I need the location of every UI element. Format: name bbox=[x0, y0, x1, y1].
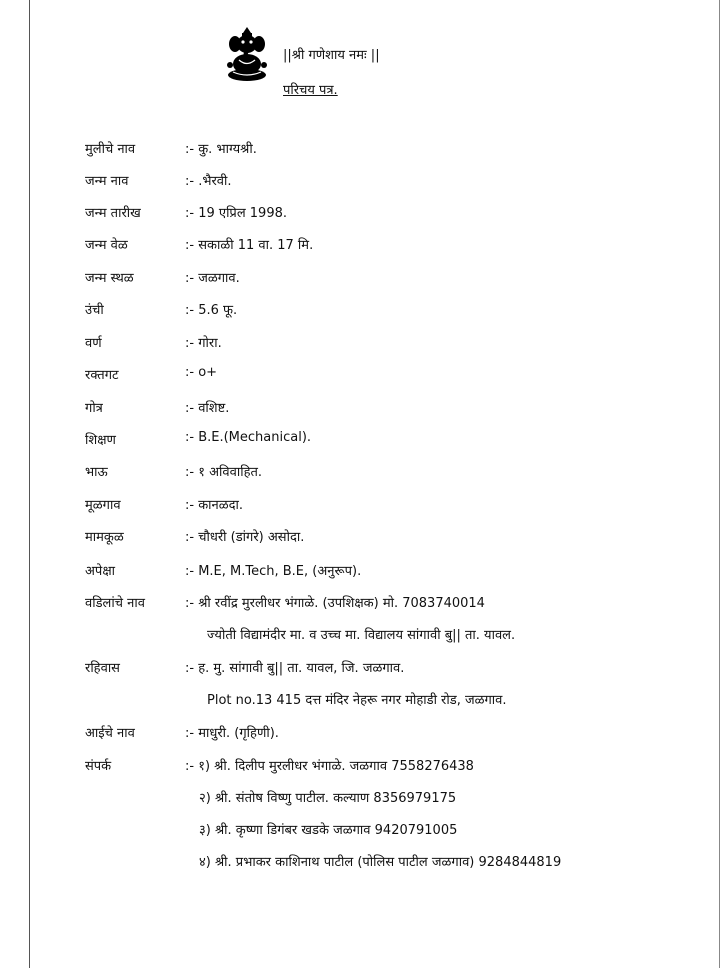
field-row-contact bbox=[0, 756, 720, 776]
field-value: :- 5.6 फू. bbox=[185, 303, 238, 318]
field-row-height bbox=[0, 300, 720, 320]
field-value: :- .भैरवी. bbox=[185, 174, 232, 189]
field-value: :- कानळदा. bbox=[185, 498, 244, 513]
residence-address-line: Plot no.13 415 दत्त मंदिर नेहरू नगर मोहाडी रोड, जळगाव. bbox=[207, 693, 507, 708]
field-value: :- सकाळी 11 वा. 17 मि. bbox=[185, 238, 314, 253]
field-row-brother bbox=[0, 462, 720, 482]
field-label: आईचे नाव bbox=[85, 726, 135, 741]
field-label: मुलीचे नाव bbox=[85, 142, 136, 157]
field-value: :- वशिष्ट. bbox=[185, 401, 230, 416]
field-value: :- श्री रवींद्र मुरलीधर भंगाळे. (उपशिक्षक) मो. 7083740014 bbox=[185, 596, 485, 611]
field-value: :- o+ bbox=[185, 365, 218, 380]
field-row-birth-date bbox=[0, 203, 720, 223]
field-row-name bbox=[0, 139, 720, 159]
field-label: जन्म तारीख bbox=[85, 206, 141, 221]
field-value: :- गोरा. bbox=[185, 336, 222, 351]
field-label: रक्तगट bbox=[85, 368, 119, 383]
field-value: :- जळगाव. bbox=[185, 271, 240, 286]
field-row-father-name bbox=[0, 593, 720, 613]
field-value: :- माधुरी. (गृहिणी). bbox=[185, 726, 279, 741]
field-value: :- B.E.(Mechanical). bbox=[185, 430, 312, 445]
field-row-residence bbox=[0, 658, 720, 678]
field-row-birth-name bbox=[0, 171, 720, 191]
field-row-birth-time bbox=[0, 235, 720, 255]
field-row-complexion bbox=[0, 333, 720, 353]
field-label: भाऊ bbox=[85, 465, 108, 480]
field-label: मामकूळ bbox=[85, 530, 124, 545]
field-row-mother-name bbox=[0, 723, 720, 743]
field-row-expectation bbox=[0, 561, 720, 581]
field-label: मूळगाव bbox=[85, 498, 121, 513]
field-value: :- ह. मु. सांगावी बु|| ता. यावल, जि. जळगाव. bbox=[185, 661, 405, 676]
field-label: गोत्र bbox=[85, 401, 103, 416]
document-title: परिचय पत्र. bbox=[283, 83, 338, 98]
field-label: शिक्षण bbox=[85, 433, 116, 448]
contact-line-2: २) श्री. संतोष विष्णु पाटील. कल्याण 8356979175 bbox=[199, 791, 457, 806]
field-row-native-place bbox=[0, 495, 720, 515]
contact-line-4: ४) श्री. प्रभाकर काशिनाथ पाटील (पोलिस पाटील जळगाव) 9284844819 bbox=[199, 855, 562, 870]
field-label: संपर्क bbox=[85, 759, 112, 774]
father-workplace-line: ज्योती विद्यामंदीर मा. व उच्च मा. विद्यालय सांगावी बु|| ता. यावल. bbox=[207, 628, 516, 643]
ganesha-logo-icon bbox=[225, 27, 269, 81]
field-label: उंची bbox=[85, 303, 104, 318]
field-row-education bbox=[0, 430, 720, 450]
field-value: :- चौधरी (डांगरे) असोदा. bbox=[185, 530, 305, 545]
field-value: :- १) श्री. दिलीप मुरलीधर भंगाळे. जळगाव 7558276438 bbox=[185, 759, 474, 774]
field-value: :- 19 एप्रिल 1998. bbox=[185, 206, 287, 221]
field-label: जन्म स्थळ bbox=[85, 271, 134, 286]
field-row-birth-place bbox=[0, 268, 720, 288]
field-row-maternal-family bbox=[0, 527, 720, 547]
field-row-blood-group bbox=[0, 365, 720, 385]
invocation-text: ||श्री गणेशाय नमः || bbox=[283, 48, 380, 63]
field-value: :- कु. भाग्यश्री. bbox=[185, 142, 257, 157]
field-label: जन्म वेळ bbox=[85, 238, 128, 253]
field-value: :- M.E, M.Tech, B.E, (अनुरूप). bbox=[185, 564, 362, 579]
field-label: जन्म नाव bbox=[85, 174, 129, 189]
field-label: वडिलांचे नाव bbox=[85, 596, 145, 611]
field-row-gotra bbox=[0, 398, 720, 418]
contact-line-3: ३) श्री. कृष्णा डिगंबर खडके जळगाव 9420791005 bbox=[199, 823, 458, 838]
field-label: रहिवास bbox=[85, 661, 120, 676]
field-label: अपेक्षा bbox=[85, 564, 116, 579]
field-label: वर्ण bbox=[85, 336, 102, 351]
field-value: :- १ अविवाहित. bbox=[185, 465, 263, 480]
